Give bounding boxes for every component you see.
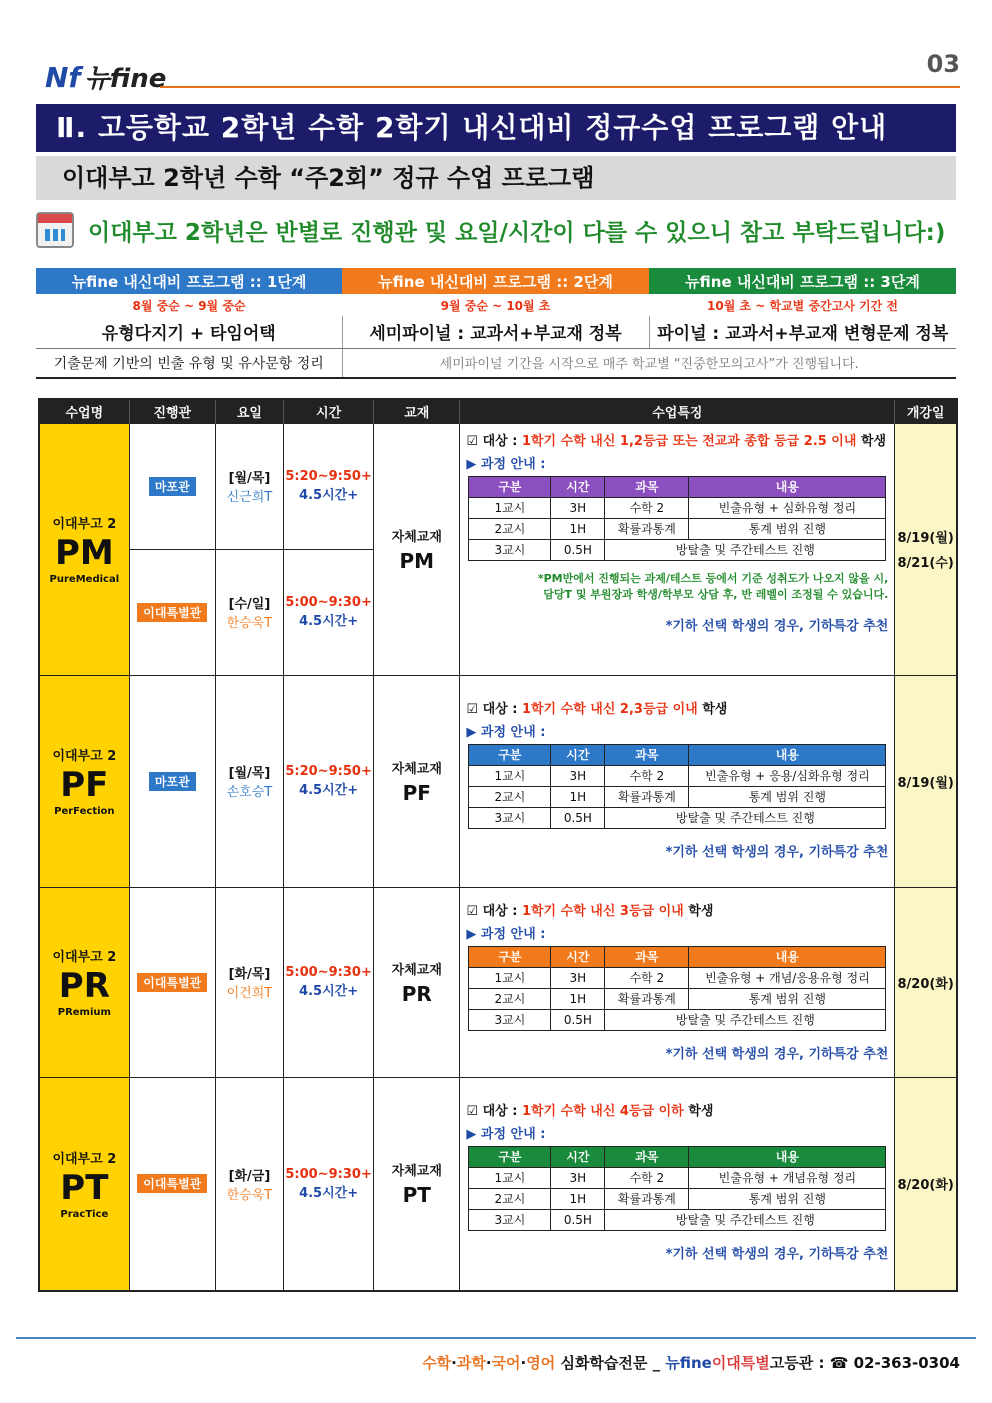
program-label: 이대부고 2 bbox=[52, 517, 117, 532]
notice bbox=[36, 212, 945, 248]
campus-badge: 이대특별관 bbox=[137, 1174, 207, 1193]
class-time: 5:00~9:30+ bbox=[285, 595, 372, 610]
class-hours: 4.5시간+ bbox=[299, 488, 359, 503]
program-english: PureMedical bbox=[49, 574, 120, 585]
open-date: 8/21(수) bbox=[897, 556, 954, 571]
level-note: *PM반에서 진행되는 과제/테스트 등에서 기준 성취도가 나오지 않을 시, 담당T 및 부원장과 학생/학부모 상담 후, 반 레벨이 조정될 수 있습니다. bbox=[537, 571, 889, 601]
teacher: 손호승T bbox=[226, 785, 273, 800]
book-label: 자체교재 bbox=[391, 529, 442, 545]
class-days: [화/금] bbox=[228, 1168, 271, 1184]
col-header-feature: 수업특징 bbox=[460, 399, 895, 423]
table-row: 2교시 1H 확률과통계 통계 범위 진행 bbox=[469, 786, 886, 807]
book-label: 자체교재 bbox=[391, 1164, 442, 1180]
table-row: 2교시 1H 확률과통계 통계 범위 진행 bbox=[469, 988, 886, 1009]
header-rule bbox=[160, 86, 960, 88]
stage-table bbox=[36, 268, 956, 379]
program-english: PRemium bbox=[57, 1007, 111, 1018]
program-code: PR bbox=[58, 966, 110, 1006]
program-table bbox=[38, 398, 958, 1292]
teacher: 한승욱T bbox=[226, 616, 273, 631]
stage-1-main: 유형다지기 + 타임어택 bbox=[36, 316, 342, 348]
open-date: 8/19(월) bbox=[897, 531, 954, 546]
class-time: 5:00~9:30+ bbox=[285, 965, 372, 980]
campus-badge: 마포관 bbox=[149, 772, 196, 791]
book-code: PR bbox=[401, 981, 432, 1006]
program-code: PF bbox=[60, 765, 109, 805]
target: ☑ 대상 : 1학기 수학 내신 2,3등급 이내 학생 bbox=[466, 701, 728, 717]
program-label: 이대부고 2 bbox=[52, 749, 117, 764]
class-days: [수/일] bbox=[228, 597, 271, 612]
program-label: 이대부고 2 bbox=[52, 1151, 117, 1167]
guide-label: ▶ 과정 안내 : bbox=[466, 724, 546, 740]
class-days: [화/목] bbox=[228, 967, 271, 982]
table-row: 3교시 0.5H 방탈출 및 주간테스트 진행 bbox=[469, 539, 886, 560]
stage-23-desc: 세미파이널 기간을 시작으로 매주 학교별 “진중한모의고사”가 진행됩니다. bbox=[342, 348, 956, 378]
geometry-note: *기하 선택 학생의 경우, 기하특강 추천 bbox=[665, 1046, 889, 1062]
brand-logo bbox=[45, 58, 166, 95]
target: ☑ 대상 : 1학기 수학 내신 1,2등급 또는 전교과 종합 등급 2.5 이내 학생 bbox=[466, 433, 887, 449]
book-code: PT bbox=[402, 1183, 431, 1208]
book-code: PM bbox=[399, 548, 435, 573]
program-pf bbox=[39, 675, 129, 887]
guide-label: ▶ 과정 안내 : bbox=[466, 456, 546, 472]
campus-badge: 마포관 bbox=[149, 477, 196, 496]
class-breakdown-table: 구분 시간 과목 내용 1교시 3H 수학 2 빈출유형 + 응용/심화유형 정리 2교시 1H 확률과통계 통계 범위 진행 3교시 0.5H 방탈출 및 주간테스트 진행 bbox=[468, 744, 886, 829]
stage-3-header: 뉴fine 내신대비 프로그램 :: 3단계 bbox=[649, 268, 956, 294]
class-time: 5:20~9:50+ bbox=[285, 469, 372, 484]
teacher: 한승욱T bbox=[226, 1187, 273, 1203]
class-hours: 4.5시간+ bbox=[299, 1185, 359, 1201]
campus-badge: 이대특별관 bbox=[137, 973, 207, 992]
col-header-open: 개강일 bbox=[895, 399, 957, 423]
stage-3-period: 10월 초 ~ 학교별 중간고사 기간 전 bbox=[707, 298, 898, 313]
stage-1-period: 8월 중순 ~ 9월 중순 bbox=[132, 298, 246, 313]
program-pt bbox=[39, 1077, 129, 1291]
program-pr bbox=[39, 887, 129, 1077]
table-row: 1교시 3H 수학 2 빈출유형 + 개념/응용유형 정리 bbox=[469, 967, 886, 988]
class-days: [월/목] bbox=[228, 471, 271, 486]
geometry-note: *기하 선택 학생의 경우, 기하특강 추천 bbox=[665, 1246, 889, 1262]
table-row: 2교시 1H 확률과통계 통계 범위 진행 bbox=[469, 518, 886, 539]
campus-badge: 이대특별관 bbox=[137, 603, 207, 622]
program-code: PT bbox=[60, 1167, 109, 1208]
feature-pt bbox=[460, 1077, 895, 1291]
book-label: 자체교재 bbox=[391, 761, 442, 777]
program-english: PracTice bbox=[60, 1208, 109, 1220]
class-hours: 4.5시간+ bbox=[299, 783, 359, 798]
table-row: 1교시 3H 수학 2 빈출유형 + 응용/심화유형 정리 bbox=[469, 765, 886, 786]
feature-pf bbox=[460, 675, 895, 887]
table-row: 3교시 0.5H 방탈출 및 주간테스트 진행 bbox=[469, 1009, 886, 1030]
feature-pm bbox=[460, 423, 895, 675]
feature-pr bbox=[460, 887, 895, 1077]
class-days: [월/목] bbox=[228, 766, 271, 781]
class-time: 5:20~9:50+ bbox=[285, 764, 372, 779]
page-title: Ⅱ. 고등학교 2학년 수학 2학기 내신대비 정규수업 프로그램 안내 bbox=[36, 104, 956, 152]
col-header-day: 요일 bbox=[215, 399, 283, 423]
class-breakdown-table: 구분 시간 과목 내용 1교시 3H 수학 2 빈출유형 + 개념/응용유형 정리 2교시 1H 확률과통계 통계 범위 진행 3교시 0.5H 방탈출 및 주간테스트 진행 bbox=[468, 946, 886, 1031]
teacher: 신근희T bbox=[226, 490, 273, 505]
page-subtitle: 이대부고 2학년 수학 “주2회” 정규 수업 프로그램 bbox=[36, 156, 956, 200]
table-row: 1교시 3H 수학 2 빈출유형 + 개념유형 정리 bbox=[469, 1167, 886, 1188]
page-number: 03 bbox=[926, 50, 960, 78]
col-header-class: 수업명 bbox=[39, 399, 129, 423]
open-date: 8/20(화) bbox=[895, 887, 957, 1077]
stage-1-desc: 기출문제 기반의 빈출 유형 및 유사문항 정리 bbox=[36, 348, 342, 378]
table-row: 2교시 1H 확률과통계 통계 범위 진행 bbox=[469, 1188, 886, 1209]
footer-rule bbox=[16, 1337, 976, 1339]
stage-2-header: 뉴fine 내신대비 프로그램 :: 2단계 bbox=[342, 268, 649, 294]
program-code: PM bbox=[54, 533, 114, 573]
notice-text: 이대부고 2학년은 반별로 진행관 및 요일/시간이 다를 수 있으니 참고 부탁드립니다:) bbox=[88, 219, 946, 246]
table-row: 3교시 0.5H 방탈출 및 주간테스트 진행 bbox=[469, 1209, 886, 1230]
open-date: 8/19(월) bbox=[895, 675, 957, 887]
target: ☑ 대상 : 1학기 수학 내신 4등급 이하 학생 bbox=[466, 1103, 714, 1119]
program-label: 이대부고 2 bbox=[52, 950, 117, 965]
col-header-book: 교재 bbox=[374, 399, 460, 423]
phone-number: ☎ 02-363-0304 bbox=[829, 1354, 960, 1372]
teacher: 이건희T bbox=[226, 986, 273, 1001]
stage-3-main: 파이널 : 교과서+부교재 변형문제 정복 bbox=[649, 316, 956, 348]
stage-1-header: 뉴fine 내신대비 프로그램 :: 1단계 bbox=[36, 268, 342, 294]
class-breakdown-table: 구분 시간 과목 내용 1교시 3H 수학 2 빈출유형 + 개념유형 정리 2교시 1H 확률과통계 통계 범위 진행 3교시 0.5H 방탈출 및 주간테스트 진행 bbox=[468, 1146, 886, 1231]
guide-label: ▶ 과정 안내 : bbox=[466, 926, 546, 942]
geometry-note: *기하 선택 학생의 경우, 기하특강 추천 bbox=[665, 844, 889, 860]
table-row: 1교시 3H 수학 2 빈출유형 + 심화유형 정리 bbox=[469, 497, 886, 518]
guide-label: ▶ 과정 안내 : bbox=[466, 1126, 546, 1142]
calendar-icon bbox=[36, 212, 74, 248]
table-row: 3교시 0.5H 방탈출 및 주간테스트 진행 bbox=[469, 807, 886, 828]
stage-2-period: 9월 중순 ~ 10월 초 bbox=[440, 298, 551, 313]
footer: 수학·과학·국어·영어 심화학습전문 _ 뉴fine이대특별고등관 : ☎ 02-363-0304 bbox=[422, 1354, 960, 1372]
class-hours: 4.5시간+ bbox=[299, 614, 359, 629]
stage-2-main: 세미파이널 : 교과서+부교재 정복 bbox=[342, 316, 649, 348]
open-date: 8/20(화) bbox=[895, 1077, 957, 1291]
target: ☑ 대상 : 1학기 수학 내신 3등급 이내 학생 bbox=[466, 903, 714, 919]
class-breakdown-table: 구분 시간 과목 내용 1교시 3H 수학 2 빈출유형 + 심화유형 정리 2교시 1H 확률과통계 통계 범위 진행 3교시 0.5H 방탈출 및 주간테스트 진행 bbox=[468, 476, 886, 561]
program-pm bbox=[39, 423, 129, 675]
logo-mark: Nf bbox=[45, 61, 81, 94]
class-time: 5:00~9:30+ bbox=[285, 1166, 372, 1182]
col-header-campus: 진행관 bbox=[129, 399, 215, 423]
col-header-time: 시간 bbox=[284, 399, 374, 423]
class-hours: 4.5시간+ bbox=[299, 984, 359, 999]
book-label: 자체교재 bbox=[391, 962, 442, 978]
program-english: PerFection bbox=[54, 806, 115, 817]
geometry-note: *기하 선택 학생의 경우, 기하특강 추천 bbox=[665, 618, 889, 634]
book-code: PF bbox=[402, 780, 431, 805]
logo-word: 뉴fine bbox=[84, 64, 167, 94]
